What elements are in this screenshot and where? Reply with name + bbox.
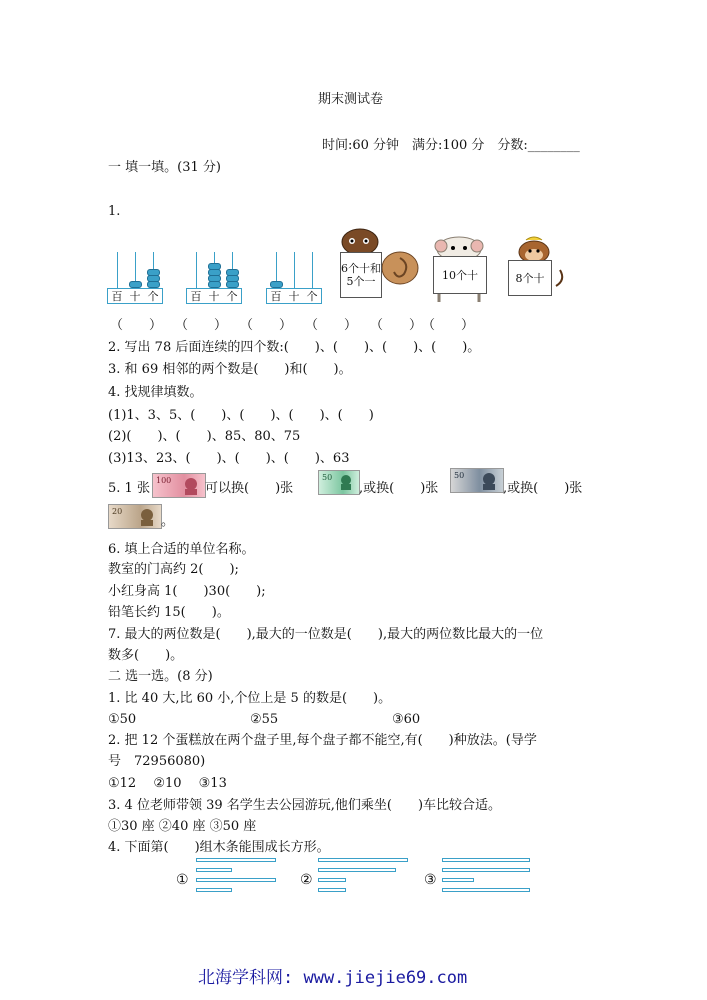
question-5-part3[interactable]: ,或换( )张 — [359, 481, 439, 496]
monkey-sign: 8个十 — [508, 260, 552, 296]
bill-20-yuan — [108, 504, 162, 529]
s2-q4-option-1[interactable]: ① — [176, 872, 189, 888]
exam-meta: 时间:60 分钟 满分:100 分 分数:________ — [322, 138, 580, 153]
section2-heading: 二 选一选。(8 分) — [108, 669, 213, 684]
question-4-part2[interactable]: (2)( )、( )、85、80、75 — [108, 429, 301, 444]
bill-100-value: 100 — [156, 476, 172, 485]
abacus-2-label-tens: 十 — [208, 290, 220, 303]
bill-50a-value: 50 — [322, 473, 333, 482]
question-5-start: 5. 1 张 — [108, 481, 150, 496]
abacus-1-label-tens: 十 — [129, 290, 141, 303]
abacus-3-label-ones: 个 — [306, 290, 318, 303]
question-5-part4[interactable]: ,或换( )张 — [503, 481, 583, 496]
question-4-part1[interactable]: (1)1、3、5、( )、( )、( )、( ) — [108, 408, 374, 423]
s2-q3-options[interactable]: ①30 座 ②40 座 ③50 座 — [108, 819, 257, 834]
abacus-2 — [186, 252, 242, 302]
bill-50b-value: 50 — [454, 471, 465, 480]
question-7-line2[interactable]: 数多( )。 — [108, 648, 184, 663]
footer-watermark[interactable]: 北海学科网: www.jiejie69.com — [198, 968, 468, 988]
s2-question-2-line1[interactable]: 2. 把 12 个蛋糕放在两个盘子里,每个盘子都不能空,有( )种放法。(导学 — [108, 733, 537, 748]
question-6-part2[interactable]: 小红身高 1( )30( ); — [108, 584, 266, 599]
s2-q1-option-a[interactable]: ①50 — [108, 712, 137, 727]
s2-question-4[interactable]: 4. 下面第( )组木条能围成长方形。 — [108, 840, 330, 855]
q1-answer-blanks[interactable]: （ ） （ ） （ ） （ ） （ ） （ ） — [110, 318, 475, 333]
squirrel-illustration — [338, 228, 420, 304]
bill-50-yuan-b — [450, 468, 504, 493]
question-2[interactable]: 2. 写出 78 后面连续的四个数:( )、( )、( )、( )。 — [108, 340, 481, 355]
bill-20-value: 20 — [112, 507, 123, 516]
s2-question-3[interactable]: 3. 4 位老师带领 39 名学生去公园游玩,他们乘坐( )车比较合适。 — [108, 798, 502, 813]
abacus-2-label-hundreds: 百 — [190, 290, 202, 303]
abacus-3-label-tens: 十 — [288, 290, 300, 303]
stick-group-2 — [316, 858, 412, 892]
question-6-part1[interactable]: 教室的门高约 2( ); — [108, 562, 239, 577]
abacus-3-label-hundreds: 百 — [270, 290, 282, 303]
s2-q2-options[interactable]: ①12 ②10 ③13 — [108, 776, 227, 791]
s2-q4-option-3[interactable]: ③ — [424, 872, 437, 888]
squirrel-sign: 6个十和5个一 — [340, 252, 382, 298]
question-4-part3[interactable]: (3)13、23、( )、( )、( )、63 — [108, 451, 350, 466]
page-title: 期末测试卷 — [318, 92, 384, 107]
s2-q4-option-2[interactable]: ② — [300, 872, 313, 888]
abacus-1 — [107, 252, 163, 302]
stick-group-1 — [192, 858, 284, 892]
section1-heading: 一 填一填。(31 分) — [108, 160, 221, 175]
question-4: 4. 找规律填数。 — [108, 385, 203, 400]
sheep-sign: 10个十 — [433, 256, 487, 294]
stick-group-3 — [440, 858, 536, 892]
s2-question-1[interactable]: 1. 比 40 大,比 60 小,个位上是 5 的数是( )。 — [108, 691, 392, 706]
question-6-part3[interactable]: 铅笔长约 15( )。 — [108, 605, 230, 620]
monkey-illustration — [504, 236, 566, 306]
question-6: 6. 填上合适的单位名称。 — [108, 542, 255, 557]
s2-question-2-line2: 号 72956080) — [108, 754, 206, 769]
question-5-part2[interactable]: 可以换( )张 — [205, 481, 294, 496]
abacus-2-label-ones: 个 — [226, 290, 238, 303]
question-3[interactable]: 3. 和 69 相邻的两个数是( )和( )。 — [108, 362, 352, 377]
question-5-end: 。 — [161, 514, 175, 529]
abacus-3 — [266, 252, 322, 302]
s2-q1-option-b[interactable]: ②55 — [250, 712, 279, 727]
bill-100-yuan — [152, 473, 206, 498]
abacus-1-label-hundreds: 百 — [111, 290, 123, 303]
s2-q1-option-c[interactable]: ③60 — [392, 712, 421, 727]
q1-label: 1. — [108, 204, 121, 219]
abacus-1-label-ones: 个 — [147, 290, 159, 303]
sheep-illustration — [425, 236, 493, 306]
question-7-line1[interactable]: 7. 最大的两位数是( ),最大的一位数是( ),最大的两位数比最大的一位 — [108, 627, 544, 642]
bill-50-yuan-a — [318, 470, 360, 495]
